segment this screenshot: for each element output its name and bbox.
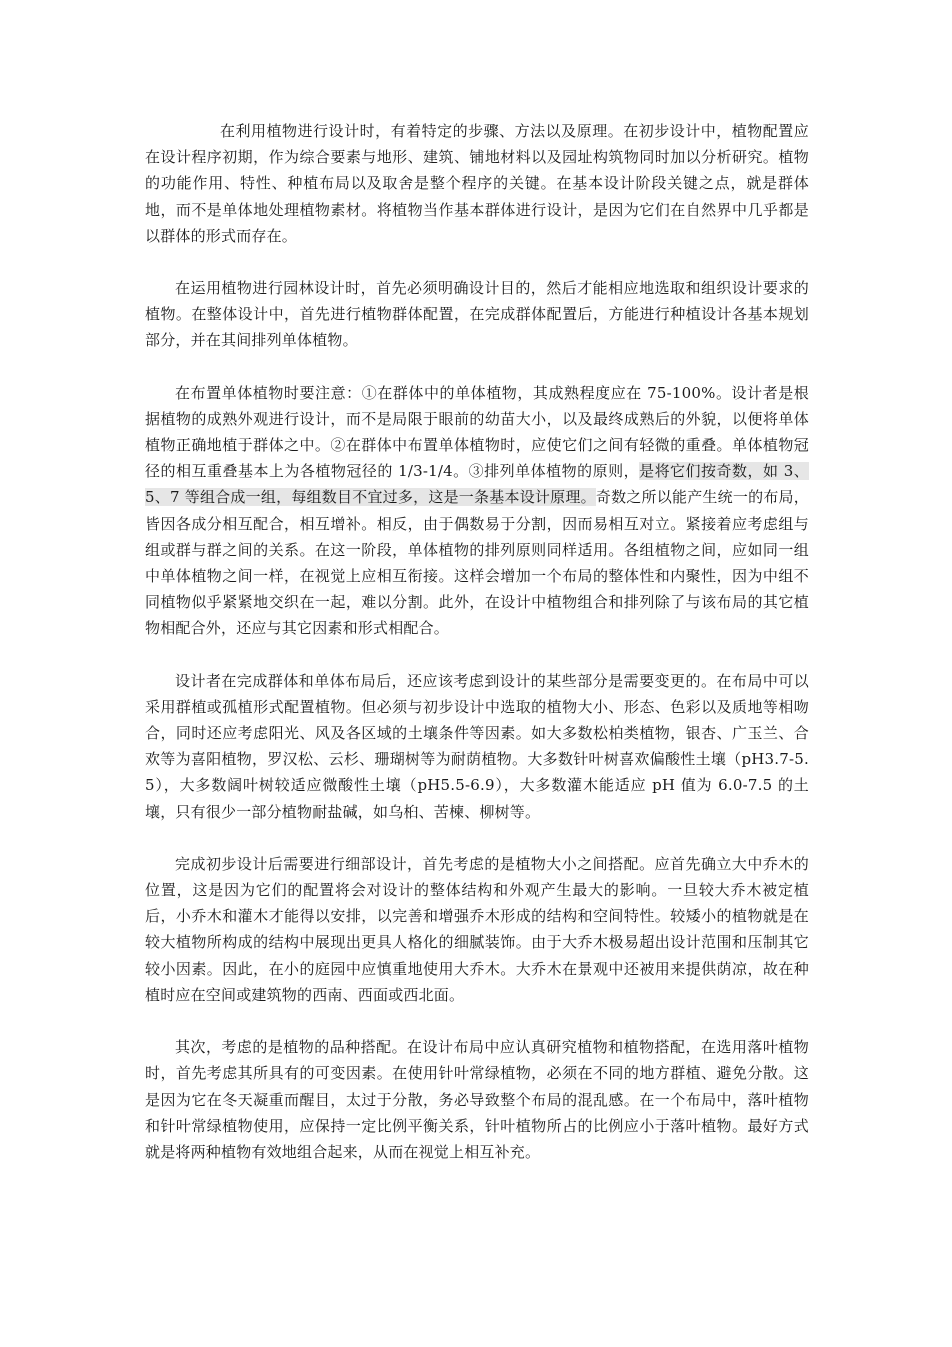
paragraph-3 xyxy=(145,380,809,642)
paragraph-6 xyxy=(145,1034,809,1165)
paragraph-3-text-b: 奇数之所以能产生统一的布局，皆因各成分相互配合，相互增补。相反，由于偶数易于分割，因而易相互对立。紧接着应考虑组与组或群与群之间的关系。在这一阶段，单体植物的排列原则同样适用。各组植物之间，应如同一组中单体植物之间一样，在视觉上应相互衔接。这样会增加一个布局的整体性和内聚性，因为中组不同植物似乎紧紧地交织在一起，难以分割。此外，在设计中植物组合和排列除了与该布局的其它植物相配合外，还应与其它因素和形式相配合。 xyxy=(145,488,809,638)
paragraph-1 xyxy=(145,118,809,249)
paragraph-2 xyxy=(145,275,809,354)
paragraph-6-text: 其次，考虑的是植物的品种搭配。在设计布局中应认真研究植物和植物搭配，在选用落叶植物时，首先考虑其所具有的可变因素。在使用针叶常绿植物，必须在不同的地方群植、避免分散。这是因为它在冬天凝重而醒目，太过于分散，务必导致整个布局的混乱感。在一个布局中，落叶植物和针叶常绿植物使用，应保持一定比例平衡关系，针叶植物所占的比例应小于落叶植物。最好方式就是将两种植物有效地组合起来，从而在视觉上相互补充。 xyxy=(145,1038,809,1161)
paragraph-3-text-a: 在布置单体植物时要注意：①在群体中的单体植物，其成熟程度应在 75-100%。设计者是根据植物的成熟外观进行设计，而不是局限于眼前的幼苗大小，以及最终成熟后的外貌，以便将单体植物正确地植于群体之中。②在群体中布置单体植物时，应使它们之间有轻微的重叠。单体植物冠径的相互重叠基本上为各植物冠径的 1/3-1/4。③排列单体植物的原则， xyxy=(145,383,809,481)
paragraph-5-text: 完成初步设计后需要进行细部设计，首先考虑的是植物大小之间搭配。应首先确立大中乔木的位置，这是因为它们的配置将会对设计的整体结构和外观产生最大的影响。一旦较大乔木被定植后，小乔木和灌木才能得以安排，以完善和增强乔木形成的结构和空间特性。较矮小的植物就是在较大植物所构成的结构中展现出更具人格化的细腻装饰。由于大乔木极易超出设计范围和压制其它较小因素。因此，在小的庭园中应慎重地使用大乔木。大乔木在景观中还被用来提供荫凉，故在种植时应在空间或建筑物的西南、西面或西北面。 xyxy=(145,854,809,1004)
highlighted-sentence: 是将它们按奇数，如 3、5、7 等组合成一组，每组数目不宜过多，这是一条基本设计原理。 xyxy=(145,462,809,507)
paragraph-1-text: 在利用植物进行设计时，有着特定的步骤、方法以及原理。在初步设计中，植物配置应在设计程序初期，作为综合要素与地形、建筑、铺地材料以及园址构筑物同时加以分析研究。植物的功能作用、特性、种植布局以及取舍是整个程序的关键。在基本设计阶段关键之点，就是群体地，而不是单体地处理植物素材。将植物当作基本群体进行设计，是因为它们在自然界中几乎都是以群体的形式而存在。 xyxy=(145,122,809,245)
paragraph-2-text: 在运用植物进行园林设计时，首先必须明确设计目的，然后才能相应地选取和组织设计要求的植物。在整体设计中，首先进行植物群体配置，在完成群体配置后，方能进行种植设计各基本规划部分，并在其间排列单体植物。 xyxy=(145,279,809,350)
document-body xyxy=(145,118,809,1191)
paragraph-4-text: 设计者在完成群体和单体布局后，还应该考虑到设计的某些部分是需要变更的。在布局中可以采用群植或孤植形式配置植物。但必须与初步设计中选取的植物大小、形态、色彩以及质地等相吻合，同时还应考虑阳光、风及各区域的土壤条件等因素。如大多数松柏类植物，银杏、广玉兰、合欢等为喜阳植物，罗汉松、云杉、珊瑚树等为耐荫植物。大多数针叶树喜欢偏酸性土壤（pH3.7-5.5），大多数阔叶树较适应微酸性土壤（pH5.5-6.9），大多数灌木能适应 pH 值为 6.0-7.5 的土壤，只有很少一部分植物耐盐碱，如乌桕、苦楝、柳树等。 xyxy=(145,671,809,821)
paragraph-5 xyxy=(145,851,809,1008)
paragraph-4 xyxy=(145,668,809,825)
